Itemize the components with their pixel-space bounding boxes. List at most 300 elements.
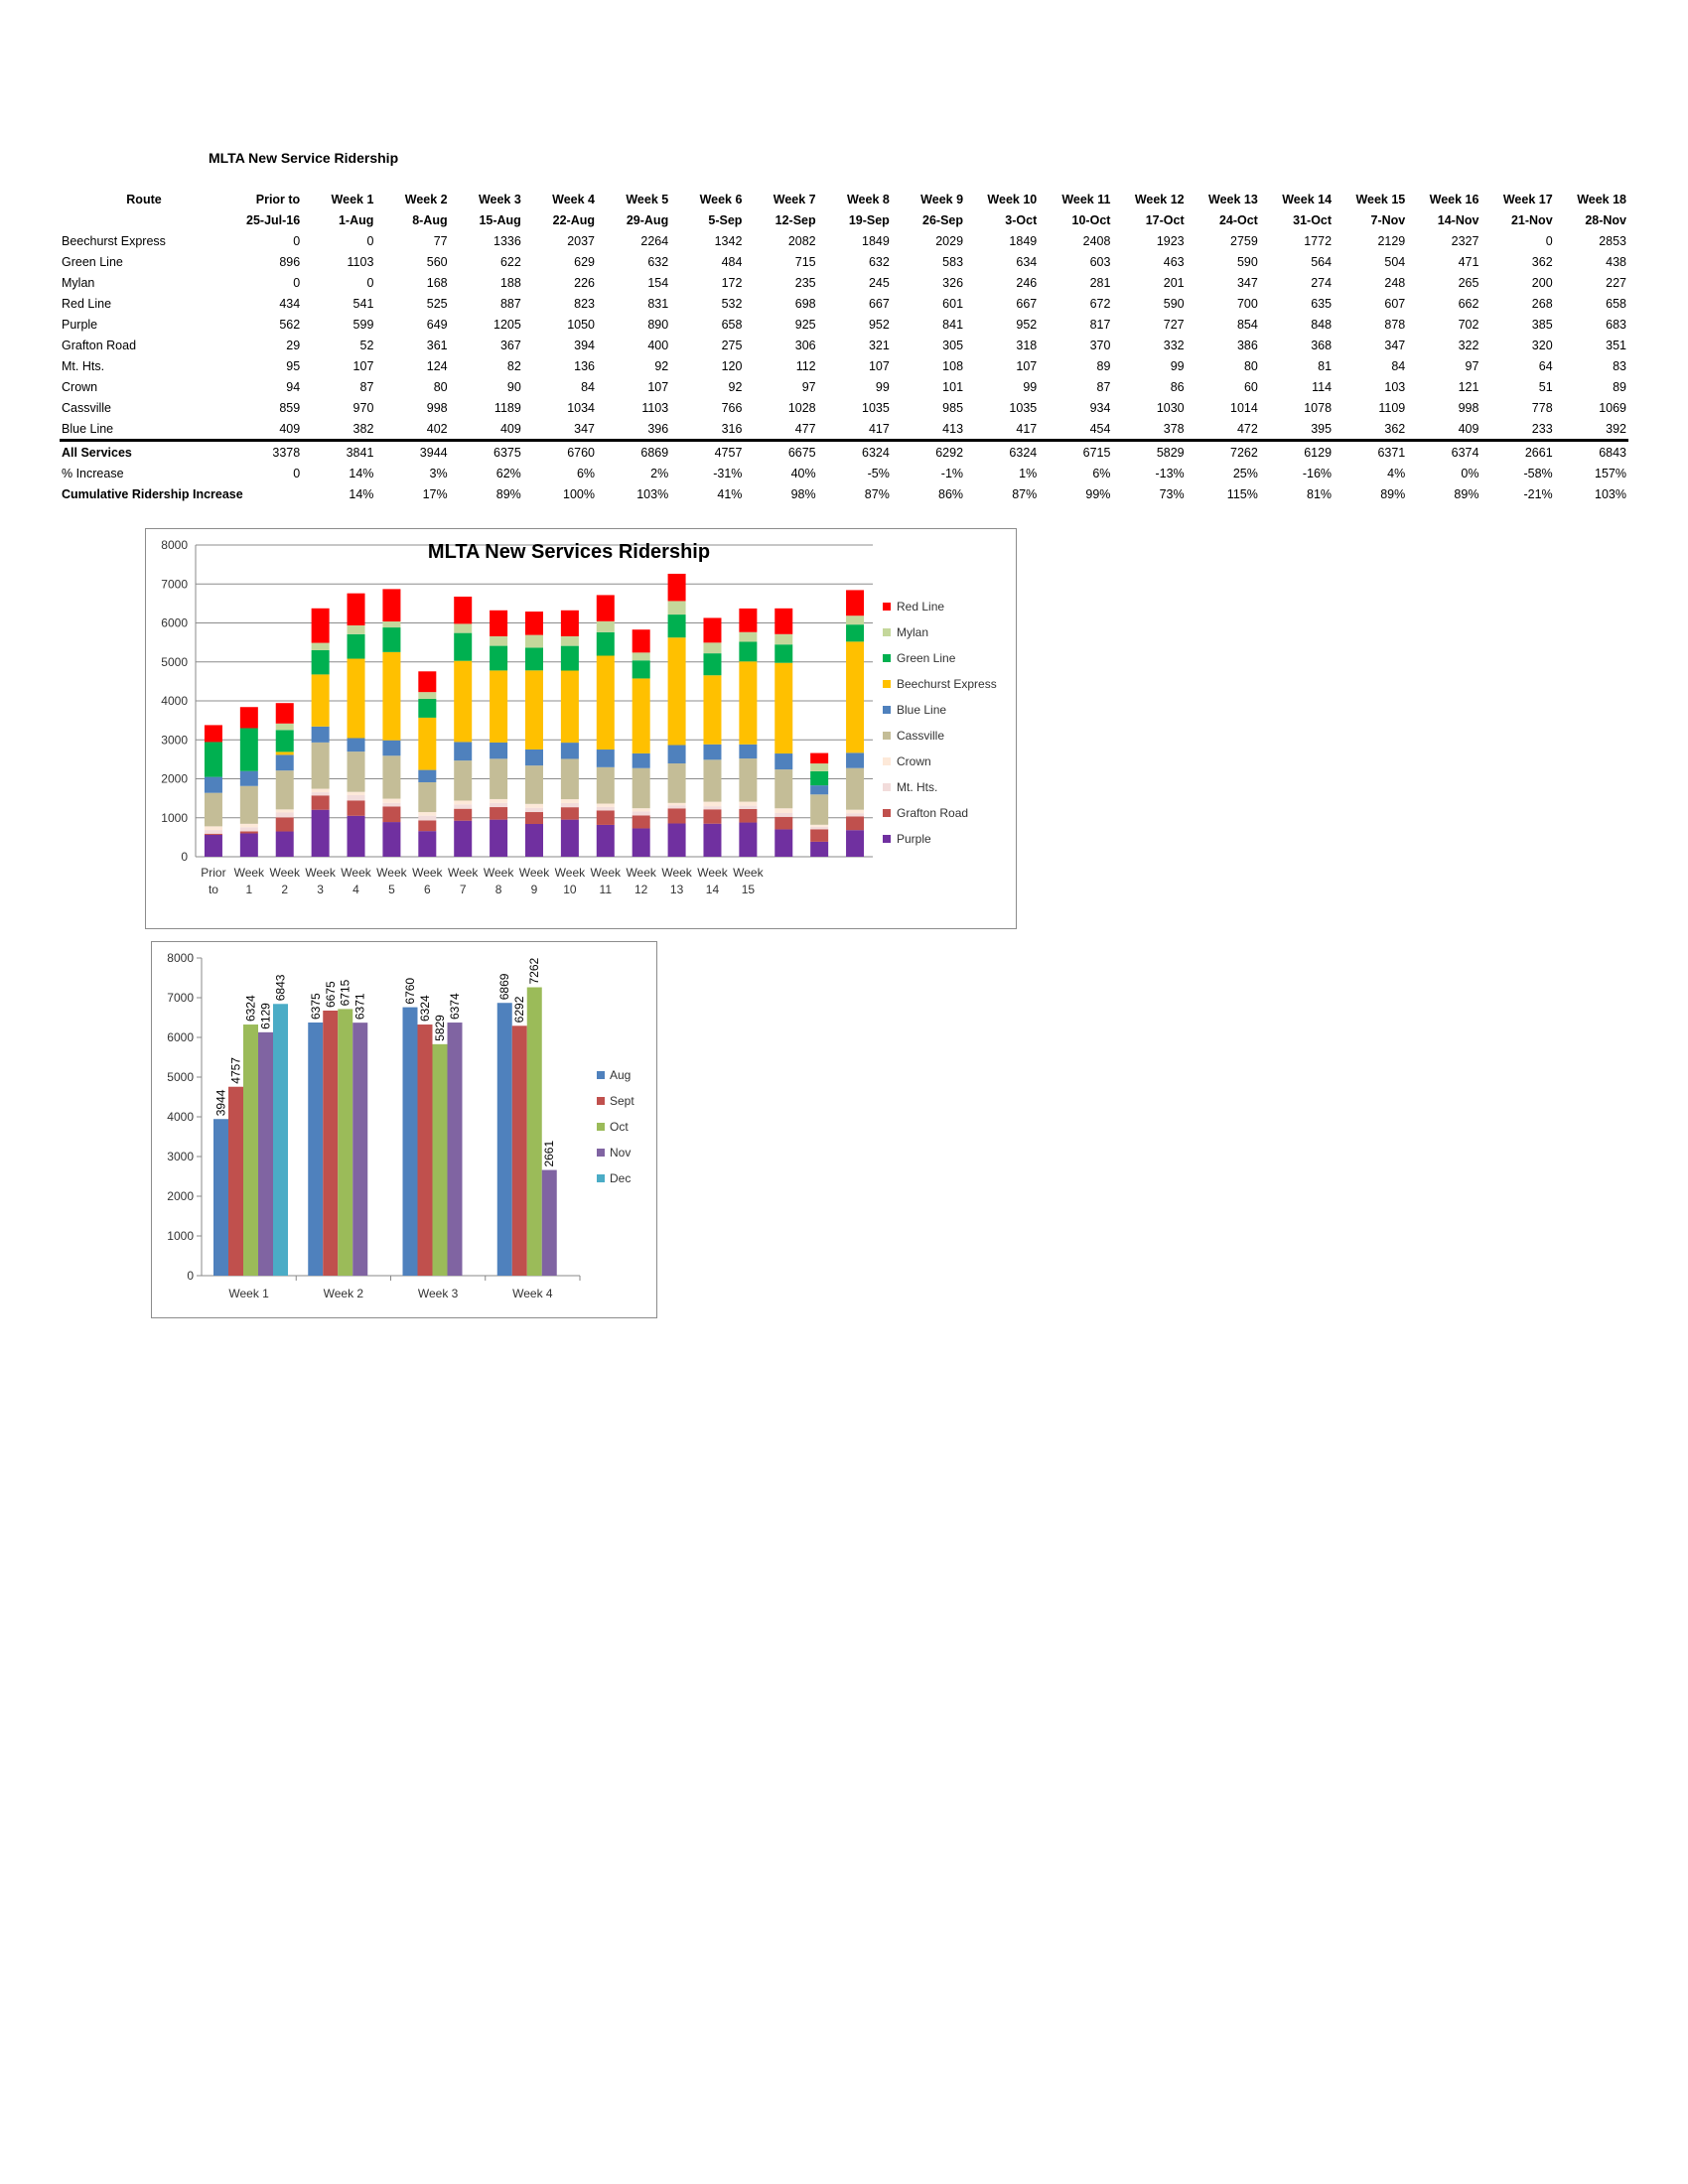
x-tick-label: Week xyxy=(626,866,656,880)
table-cell: 4757 xyxy=(670,441,744,464)
table-cell: 1205 xyxy=(493,317,521,332)
table-cell: 632 xyxy=(868,254,890,269)
bar-segment xyxy=(810,829,828,842)
bar-segment xyxy=(312,727,330,743)
bar-segment xyxy=(774,609,792,634)
table-cell: 1034 xyxy=(567,400,596,415)
bar-segment xyxy=(739,802,757,806)
legend-swatch xyxy=(597,1097,605,1105)
table-cell: 817 xyxy=(1089,317,1111,332)
header-row-weeks xyxy=(60,189,1628,209)
column-date-header: 3-Oct xyxy=(1005,212,1038,227)
table-cell: 438 xyxy=(1606,254,1626,269)
bar-segment xyxy=(454,760,472,800)
row-label: Cassville xyxy=(62,400,112,415)
table-cell: 73% xyxy=(1159,486,1185,501)
row-label: Red Line xyxy=(62,296,112,311)
bar-segment xyxy=(454,742,472,760)
bar-segment xyxy=(703,809,721,823)
table-cell: 672 xyxy=(1089,296,1111,311)
bar-segment xyxy=(454,597,472,623)
column-date-header: 14-Nov xyxy=(1437,212,1479,227)
bar-segment xyxy=(739,632,757,642)
column-date-header: 28-Nov xyxy=(1585,212,1626,227)
table-cell: 1030 xyxy=(1156,400,1185,415)
table-cell: 622 xyxy=(499,254,521,269)
table-cell: 417 xyxy=(868,421,890,436)
bar xyxy=(338,1009,352,1276)
bar-segment xyxy=(668,601,686,614)
bar-segment xyxy=(739,806,757,809)
legend-label: Aug xyxy=(610,1068,632,1082)
bar-segment xyxy=(846,615,864,624)
bar-segment xyxy=(597,595,615,620)
bar-segment xyxy=(240,728,258,770)
table-cell: 82 xyxy=(506,358,521,373)
legend-label: Green Line xyxy=(897,651,956,665)
table-cell: -21% xyxy=(1523,486,1553,501)
legend-swatch xyxy=(597,1174,605,1182)
data-label: 6324 xyxy=(243,995,258,1023)
x-tick-label: 14 xyxy=(705,883,720,896)
x-tick-label: to xyxy=(208,883,218,896)
ridership-table xyxy=(60,189,1628,504)
table-cell: 1028 xyxy=(787,400,816,415)
table-cell: 6675 xyxy=(744,441,817,464)
table-cell: 157% xyxy=(1595,466,1626,480)
x-tick-label: 2 xyxy=(281,883,289,896)
bar-segment xyxy=(739,745,757,758)
x-tick-label: Week xyxy=(483,866,514,880)
table-cell: 1% xyxy=(1019,466,1038,480)
table-cell: -5% xyxy=(867,466,890,480)
table-cell: 1772 xyxy=(1304,233,1333,248)
table-row xyxy=(60,314,1628,335)
bar-segment xyxy=(454,800,472,804)
table-cell: 0 xyxy=(293,466,301,480)
table-cell: 463 xyxy=(1163,254,1185,269)
bar-segment xyxy=(739,758,757,802)
table-cell: 985 xyxy=(942,400,964,415)
table-cell: 347 xyxy=(574,421,596,436)
table-cell: 81% xyxy=(1307,486,1333,501)
bar-segment xyxy=(382,799,400,803)
bar-segment xyxy=(668,574,686,601)
bar-segment xyxy=(418,812,436,816)
table-cell: 854 xyxy=(1236,317,1258,332)
table-cell: 607 xyxy=(1384,296,1406,311)
table-cell: 560 xyxy=(426,254,448,269)
bar-segment xyxy=(633,652,650,660)
column-week-header: Week 9 xyxy=(920,192,964,206)
table-cell: 564 xyxy=(1311,254,1333,269)
table-cell: 60 xyxy=(1243,379,1258,394)
table-row xyxy=(60,376,1628,397)
bar-segment xyxy=(846,641,864,752)
bar-segment xyxy=(597,656,615,751)
bar-segment xyxy=(525,804,543,808)
table-cell: 1014 xyxy=(1230,400,1258,415)
table-row xyxy=(60,293,1628,314)
table-cell: 362 xyxy=(1384,421,1406,436)
column-date-header: 7-Nov xyxy=(1370,212,1406,227)
table-cell: 107 xyxy=(1016,358,1038,373)
row-label: % Increase xyxy=(62,466,124,480)
x-tick-label: Week xyxy=(233,866,265,880)
table-cell: 52 xyxy=(359,338,374,352)
table-cell: 484 xyxy=(721,254,743,269)
bar xyxy=(258,1032,273,1276)
bar-segment xyxy=(205,834,222,835)
data-label: 3944 xyxy=(213,1089,228,1117)
bar-segment xyxy=(276,703,294,724)
table-cell: 6760 xyxy=(523,441,597,464)
data-label: 6324 xyxy=(418,995,432,1023)
x-tick-label: 13 xyxy=(669,883,684,896)
route-header-blank xyxy=(60,209,228,230)
bar-segment xyxy=(240,771,258,786)
bar-segment xyxy=(774,769,792,808)
bar-segment xyxy=(418,699,436,718)
table-cell: 2759 xyxy=(1230,233,1258,248)
chart-title: MLTA New Services Ridership xyxy=(427,541,711,563)
table-cell: -31% xyxy=(713,466,743,480)
bar-segment xyxy=(276,832,294,857)
table-cell: 2037 xyxy=(567,233,596,248)
table-cell: 87 xyxy=(359,379,374,394)
table-cell: 471 xyxy=(1458,254,1479,269)
total-row xyxy=(60,441,1628,464)
bar-segment xyxy=(810,771,828,785)
table-cell: 632 xyxy=(647,254,669,269)
table-cell: 378 xyxy=(1163,421,1185,436)
table-cell: 107 xyxy=(868,358,890,373)
x-tick-label: 8 xyxy=(494,883,502,896)
bar-segment xyxy=(348,795,365,800)
bar xyxy=(448,1023,463,1276)
table-cell: 1103 xyxy=(641,400,669,415)
column-week-header: Week 2 xyxy=(404,192,448,206)
table-cell: 6129 xyxy=(1260,441,1334,464)
bar-segment xyxy=(774,634,792,644)
table-cell: 583 xyxy=(942,254,964,269)
bar-segment xyxy=(633,678,650,752)
table-cell: 87% xyxy=(864,486,890,501)
table-cell: 351 xyxy=(1606,338,1626,352)
table-cell: 998 xyxy=(426,400,448,415)
bar-segment xyxy=(633,629,650,652)
x-tick-label: 5 xyxy=(388,883,395,896)
legend-swatch xyxy=(597,1149,605,1157)
x-tick-label: Week xyxy=(269,866,300,880)
y-tick-label: 1000 xyxy=(167,1229,194,1243)
column-week-header: Week 10 xyxy=(987,192,1038,206)
row-label: Cumulative Ridership Increase xyxy=(62,486,243,501)
row-label: Green Line xyxy=(62,254,123,269)
bar-segment xyxy=(348,625,365,634)
column-date-header: 26-Sep xyxy=(922,212,964,227)
table-cell: 634 xyxy=(1016,254,1038,269)
bar-segment xyxy=(561,646,579,671)
table-cell: 417 xyxy=(1016,421,1038,436)
bar-segment xyxy=(561,807,579,819)
row-label: Beechurst Express xyxy=(62,233,166,248)
bar xyxy=(228,1087,243,1276)
table-cell: 80 xyxy=(1243,358,1258,373)
table-cell: -1% xyxy=(940,466,964,480)
bar-segment xyxy=(633,768,650,808)
x-tick-label: Week xyxy=(412,866,443,880)
table-cell: 700 xyxy=(1236,296,1258,311)
bar-segment xyxy=(382,803,400,807)
table-cell: 1035 xyxy=(1009,400,1038,415)
table-cell: 1336 xyxy=(493,233,521,248)
y-tick-label: 3000 xyxy=(167,1150,194,1163)
bar-segment xyxy=(668,637,686,745)
x-tick-label: Week xyxy=(590,866,622,880)
table-cell: 472 xyxy=(1236,421,1258,436)
table-cell: 320 xyxy=(1531,338,1553,352)
table-cell: 715 xyxy=(794,254,816,269)
data-label: 2661 xyxy=(542,1140,557,1167)
bar-segment xyxy=(668,808,686,823)
table-cell: 246 xyxy=(1016,275,1038,290)
cumulative-increase-row xyxy=(60,483,1628,504)
table-cell: 318 xyxy=(1016,338,1038,352)
bar xyxy=(323,1011,338,1276)
y-tick-label: 7000 xyxy=(161,577,188,592)
bar-segment xyxy=(205,830,222,834)
table-cell: 831 xyxy=(647,296,669,311)
bar-segment xyxy=(846,813,864,816)
bar-segment xyxy=(810,785,828,794)
table-cell: 154 xyxy=(647,275,669,290)
table-cell: 2082 xyxy=(787,233,816,248)
table-cell: 14% xyxy=(349,466,374,480)
table-cell: 601 xyxy=(942,296,964,311)
table-cell: 0 xyxy=(366,275,374,290)
table-row xyxy=(60,397,1628,418)
column-week-header: Week 16 xyxy=(1429,192,1479,206)
legend-swatch xyxy=(883,809,891,817)
bar-segment xyxy=(561,820,579,857)
table-cell: 326 xyxy=(942,275,964,290)
table-cell: 87 xyxy=(1096,379,1111,394)
table-cell: 952 xyxy=(868,317,890,332)
column-week-header: Prior to xyxy=(255,192,301,206)
table-cell: 99 xyxy=(875,379,890,394)
table-cell: 525 xyxy=(426,296,448,311)
table-cell: 103% xyxy=(1595,486,1626,501)
legend-swatch xyxy=(883,783,891,791)
bar-segment xyxy=(633,660,650,678)
bar-segment xyxy=(312,792,330,795)
bar-segment xyxy=(490,611,507,636)
legend-swatch xyxy=(883,654,891,662)
x-tick-label: 15 xyxy=(741,883,756,896)
bar-segment xyxy=(525,635,543,648)
bar-segment xyxy=(846,768,864,810)
legend-swatch xyxy=(883,706,891,714)
table-cell: 6374 xyxy=(1407,441,1480,464)
table-cell: 80 xyxy=(433,379,448,394)
x-tick-label: 10 xyxy=(563,883,577,896)
x-tick-label: 4 xyxy=(352,883,359,896)
bar-segment xyxy=(846,830,864,857)
table-cell: 89% xyxy=(1380,486,1406,501)
bar-segment xyxy=(418,692,436,699)
bar-segment xyxy=(703,617,721,642)
bar-segment xyxy=(774,644,792,662)
bar-segment xyxy=(312,743,330,789)
bar-segment xyxy=(703,745,721,760)
bar-segment xyxy=(774,753,792,769)
table-cell: 347 xyxy=(1384,338,1406,352)
bar-segment xyxy=(633,815,650,828)
bar-segment xyxy=(382,806,400,822)
bar-segment xyxy=(205,793,222,827)
table-cell: 25% xyxy=(1232,466,1258,480)
table-cell: 98% xyxy=(790,486,816,501)
bar-segment xyxy=(490,758,507,799)
legend-label: Beechurst Express xyxy=(897,677,997,691)
bar-segment xyxy=(348,634,365,659)
bar-segment xyxy=(597,750,615,767)
bar-segment xyxy=(668,823,686,857)
table-cell: 409 xyxy=(499,421,521,436)
legend-label: Mt. Hts. xyxy=(897,780,938,794)
bar-segment xyxy=(703,642,721,653)
bar-segment xyxy=(597,621,615,632)
bar-segment xyxy=(205,742,222,776)
bar-segment xyxy=(703,802,721,806)
data-label: 6375 xyxy=(308,993,323,1020)
x-tick-label: 1 xyxy=(245,883,253,896)
table-cell: 332 xyxy=(1163,338,1185,352)
y-tick-label: 4000 xyxy=(161,694,188,708)
table-cell: 347 xyxy=(1236,275,1258,290)
table-cell: 115% xyxy=(1226,486,1258,501)
table-cell: 1103 xyxy=(347,254,374,269)
y-tick-label: 3000 xyxy=(161,733,188,748)
table-cell: 1069 xyxy=(1599,400,1626,415)
table-cell: 409 xyxy=(1458,421,1479,436)
legend-label: Crown xyxy=(897,754,931,768)
table-cell: 541 xyxy=(352,296,374,311)
data-label: 6129 xyxy=(258,1003,273,1029)
bar-segment xyxy=(454,821,472,857)
bar-segment xyxy=(454,809,472,821)
bar-segment xyxy=(490,743,507,758)
bar-segment xyxy=(418,782,436,812)
table-cell: 848 xyxy=(1311,317,1333,332)
table-cell: 94 xyxy=(286,379,301,394)
x-tick-label: Week xyxy=(341,866,371,880)
bar-segment xyxy=(633,753,650,768)
x-tick-label: Prior xyxy=(201,866,226,880)
bar-segment xyxy=(668,805,686,808)
table-cell: 136 xyxy=(574,358,596,373)
table-cell: 99 xyxy=(1170,358,1185,373)
table-cell: 841 xyxy=(942,317,964,332)
bar-segment xyxy=(810,794,828,825)
bar-segment xyxy=(561,803,579,807)
table-cell: 90 xyxy=(506,379,521,394)
bar-segment xyxy=(490,799,507,803)
table-cell: 103% xyxy=(636,486,669,501)
x-tick-label: 3 xyxy=(317,883,324,896)
table-cell: 316 xyxy=(721,421,743,436)
table-cell: 658 xyxy=(721,317,743,332)
bar-segment xyxy=(312,795,330,809)
table-cell: 386 xyxy=(1236,338,1258,352)
legend-label: Mylan xyxy=(897,625,929,639)
column-week-header: Week 8 xyxy=(846,192,890,206)
table-cell: 6715 xyxy=(1039,441,1112,464)
column-week-header: Week 4 xyxy=(552,192,596,206)
table-cell: 562 xyxy=(279,317,301,332)
table-cell: 367 xyxy=(499,338,521,352)
data-label: 6371 xyxy=(352,993,367,1021)
table-cell: 6292 xyxy=(892,441,965,464)
table-cell: 658 xyxy=(1606,296,1626,311)
table-cell: 2129 xyxy=(1377,233,1406,248)
column-date-header: 12-Sep xyxy=(774,212,816,227)
table-cell: 51 xyxy=(1538,379,1553,394)
table-cell: 89% xyxy=(495,486,521,501)
table-cell: 92 xyxy=(654,358,669,373)
table-row xyxy=(60,251,1628,272)
bar xyxy=(243,1024,258,1276)
table-cell: 97 xyxy=(801,379,816,394)
bar-segment xyxy=(561,671,579,744)
header-row-dates xyxy=(60,209,1628,230)
table-cell: 970 xyxy=(352,400,374,415)
monthly-comparison-chart xyxy=(151,941,657,1318)
y-tick-label: 0 xyxy=(187,1269,194,1283)
table-cell: 3944 xyxy=(375,441,449,464)
bar-segment xyxy=(240,833,258,857)
table-cell: 233 xyxy=(1531,421,1553,436)
table-cell: 998 xyxy=(1458,400,1479,415)
legend-swatch xyxy=(883,757,891,765)
bar-segment xyxy=(846,624,864,641)
table-cell: 1342 xyxy=(714,233,743,248)
bar-segment xyxy=(418,831,436,857)
bar xyxy=(213,1119,228,1276)
table-cell: 3841 xyxy=(302,441,375,464)
x-tick-label: Week xyxy=(733,866,764,880)
table-cell: 1109 xyxy=(1378,400,1406,415)
table-cell: 168 xyxy=(426,275,448,290)
data-label: 6843 xyxy=(273,974,288,1002)
table-cell: 245 xyxy=(868,275,890,290)
data-label: 6869 xyxy=(497,973,512,1001)
bar-segment xyxy=(382,652,400,741)
x-tick-label: 6 xyxy=(423,883,431,896)
bar xyxy=(497,1003,512,1276)
table-cell: 6324 xyxy=(965,441,1039,464)
table-cell: 434 xyxy=(279,296,301,311)
table-cell: 92 xyxy=(728,379,743,394)
table-cell: 590 xyxy=(1236,254,1258,269)
x-tick-label: Week xyxy=(305,866,336,880)
table-row xyxy=(60,230,1628,251)
x-tick-label: Week xyxy=(661,866,692,880)
column-week-header: Week 11 xyxy=(1061,192,1111,206)
bar-segment xyxy=(276,770,294,809)
table-cell: 305 xyxy=(942,338,964,352)
